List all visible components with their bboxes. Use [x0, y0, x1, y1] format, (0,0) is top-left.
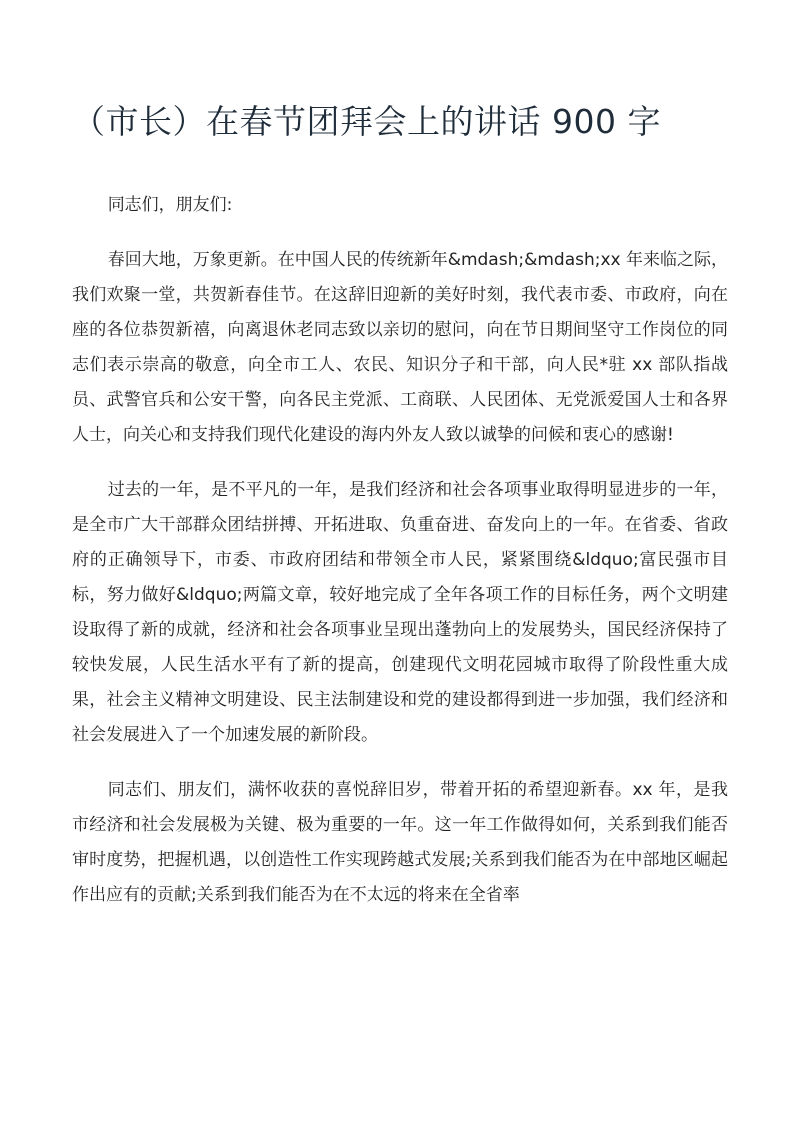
- paragraph-greeting: 同志们，朋友们:: [107, 195, 233, 215]
- paragraph-past-year-review: 过去的一年，是不平凡的一年，是我们经济和社会各项事业取得明显进步的一年，是全市广大干部群众团结拼搏、开拓进取、负重奋进、奋发向上的一年。在省委、省政府的正确领导下，市委、市政府团结和带领全市人民，紧紧围绕&ldquo;富民强市目标，努力做好&ldquo;两篇文章，较好地完成了全年各项工作的目标任务，两个文明建设取得了新的成就，经济和社会各项事业呈现出蓬勃向上的发展势头，国民经济保持了较快发展，人民生活水平有了新的提高，创建现代文明花园城市取得了阶段性重大成果，社会主义精神文明建设、民主法制建设和党的建设都得到进一步加强，我们经济和社会发展进入了一个加速发展的新阶段。: [72, 480, 728, 745]
- paragraph-coming-year: 同志们、朋友们，满怀收获的喜悦辞旧岁，带着开拓的希望迎新春。xx 年，是我市经济和社会发展极为关键、极为重要的一年。这一年工作做得如何，关系到我们能否审时度势，把握机遇，以创造性工作实现跨越式发展;关系到我们能否为在中部地区崛起作出应有的贡献;关系到我们能否为在不太远的将来在全省率: [72, 780, 728, 905]
- document-body: [72, 188, 728, 913]
- paragraph-new-year-wishes: 春回大地，万象更新。在中国人民的传统新年&mdash;&mdash;xx 年来临之际，我们欢聚一堂，共贺新春佳节。在这辞旧迎新的美好时刻，我代表市委、市政府，向在座的各位恭贺新禧，向离退休老同志致以亲切的慰问，向在节日期间坚守工作岗位的同志们表示崇高的敬意，向全市工人、农民、知识分子和干部，向人民*驻 xx 部队指战员、武警官兵和公安干警，向各民主党派、工商联、人民团体、无党派爱国人士和各界人士，向关心和支持我们现代化建设的海内外友人致以诚挚的问候和衷心的感谢!: [72, 250, 728, 445]
- document-title: （市长）在春节团拜会上的讲话 900 字: [72, 102, 661, 141]
